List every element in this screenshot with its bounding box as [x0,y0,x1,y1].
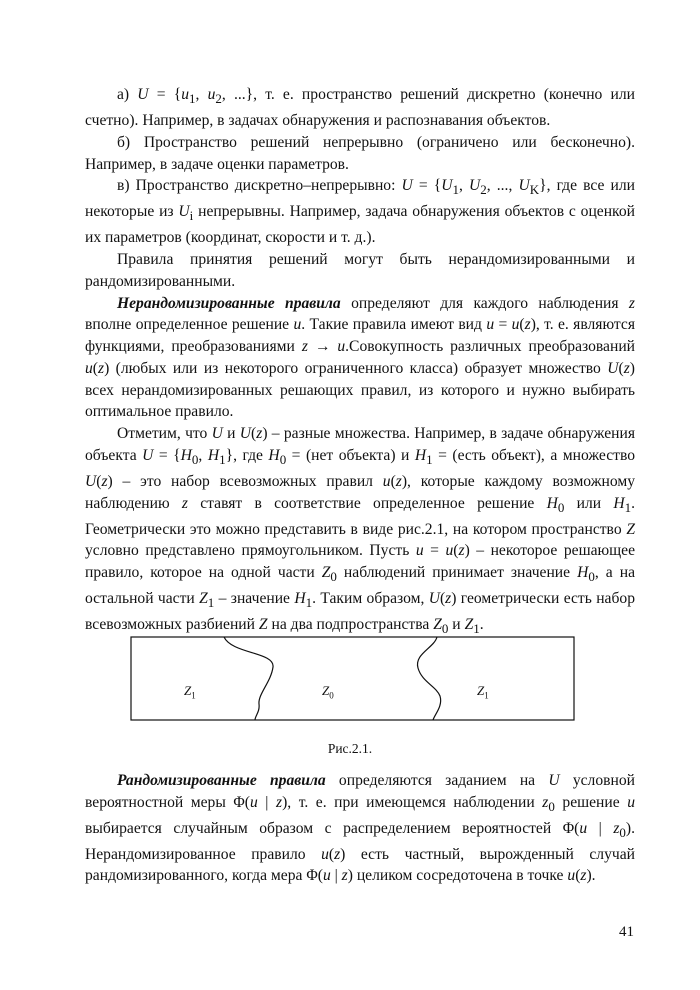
figure-caption: Рис.2.1. [327,741,373,756]
label-z1-right: $Z_1$ [477,683,489,701]
figure-rectangle [131,637,574,720]
paragraph-a: а) $U = \{u_1$, $u_2$, ...}, т. е. пространство решений дискретно (конечно или счетно). Например, в задачах обнаружения и распознавания объектов. [85,86,635,129]
paragraph-note: Отметим, что U и U(z) – разные множества. Например, в задаче обнаружения объекта $U = \{H_0$, $H_1$}, где $H_0 = (нет$ объекта) и $H_1$ = (есть объект), а множество U(z) – это набор всевозможных правил u(z), которые каждому возможному наблюдению z ставят в соответствие определенное решение $H_0$ или $H_1$. Геометрически это можно представить в виде рис.2.1, на котором пространство Z условно представлено прямоугольником. Пусть u = u(z) – некоторое решающее правило, которое на одной части $Z_0$ наблюдений принимает значение $H_0$, а на остальной части $Z_1$ – значение $H_1$. Таким образом, U(z) геометрически есть набор всевозможных разбиений Z на два подпространства $Z_0$ и $Z_1$. [85,425,636,637]
label-z0: $Z_0$ [322,683,334,701]
body-text-bottom [85,770,635,887]
paragraph-randomized: Рандомизированные правила определяются заданием на U условной вероятностной меры Φ(u | z), т. е. при имеющемся наблюдении $z_0$ решение u выбирается случайным образом с распределением вероятностей Φ(u | $z_0$). Нерандомизированное правило u(z) есть частный, вырожденный случай рандомизированного, когда мера Φ(u | z) целиком сосредоточена в точке u(z). [85,772,635,885]
label-z1-left: $Z_1$ [184,683,196,701]
page-number: 41 [619,924,634,940]
left-boundary-curve [224,637,273,720]
paragraph-c: в) Пространство дискретно–непрерывно: $U = \{U_1$, $U_2$, ..., $U_K$}, где все или некоторые из $U_i$ непрерывны. Например, задача обнаружения объектов с оценкой их параметров (координат, скорости и т. д.). [85,177,635,247]
right-boundary-curve [417,637,440,720]
paragraph-nonrandomized: Нерандомизированные правила определяют для каждого наблюдения z вполне определенное решение u. Такие правила имеют вид u = u(z), т. е. являются функциями, преобразованиями z → u.Совокупность различных преобразований u(z) (любых или из некоторого ограниченного класса) образует множество U(z) всех нерандомизированных решающих правил, из которого и нужно выбирать оптимальное правило. [85,294,636,421]
paragraph-rules-intro: Правила принятия решений могут быть нерандомизированными и рандомизированными. [85,250,635,290]
body-text-top [85,84,635,640]
paragraph-b: б) Пространство решений непрерывно (ограничено или бесконечно). Например, в задаче оценки параметров. [85,133,635,173]
figure-diagram [0,634,700,734]
